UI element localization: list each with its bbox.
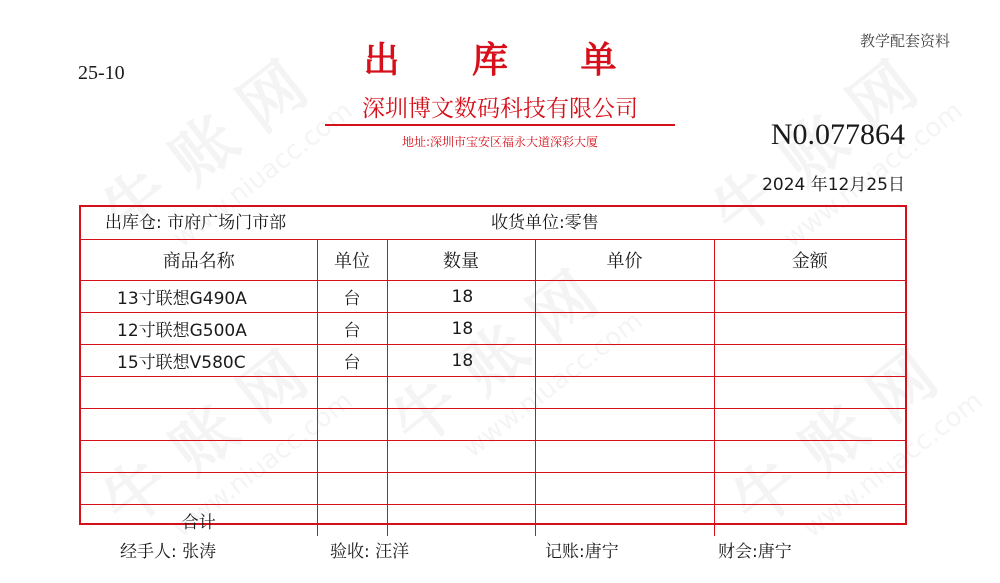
cell-amount [714, 441, 905, 473]
cell-unit [317, 441, 387, 473]
cell-quantity [387, 377, 535, 409]
company-underline [325, 124, 675, 126]
reference-code: 25-10 [78, 62, 125, 84]
cell-amount [714, 345, 905, 377]
total-cell-unit [317, 505, 387, 537]
table-row [81, 313, 905, 345]
cell-unit [317, 377, 387, 409]
total-row [81, 505, 905, 537]
cell-price [535, 441, 714, 473]
table-row [81, 345, 905, 377]
table-row [81, 441, 905, 473]
cell-price [535, 377, 714, 409]
cell-unit: 台 [317, 313, 387, 345]
cell-name: 12寸联想G500A [81, 313, 317, 345]
header-product-name: 商品名称 [81, 240, 317, 281]
warehouse-field: 出库仓: 市府广场门市部 [105, 213, 287, 233]
cell-name [81, 377, 317, 409]
table-row [81, 409, 905, 441]
cell-quantity [387, 473, 535, 505]
table-row [81, 473, 905, 505]
cell-quantity: 18 [387, 345, 535, 377]
cell-price [535, 409, 714, 441]
cell-name [81, 409, 317, 441]
cell-price [535, 313, 714, 345]
bookkeeper-signature: 记账:唐宁 [545, 542, 619, 562]
cell-unit: 台 [317, 345, 387, 377]
cell-price [535, 345, 714, 377]
cell-name: 15寸联想V580C [81, 345, 317, 377]
cell-price [535, 473, 714, 505]
document-title: 出 库 单 [363, 40, 647, 81]
document-number: N0.077864 [770, 118, 905, 151]
cell-amount [714, 377, 905, 409]
document-date: 2024 年12月25日 [762, 175, 905, 195]
cell-amount [714, 313, 905, 345]
goods-table [81, 240, 905, 536]
cell-name [81, 473, 317, 505]
cell-quantity: 18 [387, 313, 535, 345]
total-cell-amount [714, 505, 905, 537]
cell-name [81, 441, 317, 473]
info-row [81, 207, 905, 240]
cell-amount [714, 473, 905, 505]
handler-signature: 经手人: 张涛 [120, 542, 217, 562]
total-cell-quantity [387, 505, 535, 537]
signature-row [0, 537, 1000, 563]
total-cell-price [535, 505, 714, 537]
cell-unit [317, 409, 387, 441]
recipient-field: 收货单位:零售 [491, 213, 599, 233]
cell-quantity [387, 409, 535, 441]
cell-amount [714, 281, 905, 313]
table-header-row [81, 240, 905, 281]
outbound-form [79, 205, 907, 533]
total-label: 合计 [81, 505, 317, 537]
header-unit: 单位 [317, 240, 387, 281]
inspector-signature: 验收: 汪洋 [330, 542, 410, 562]
table-row [81, 281, 905, 313]
cell-price [535, 281, 714, 313]
cell-quantity [387, 441, 535, 473]
company-name: 深圳博文数码科技有限公司 [362, 96, 638, 122]
cell-unit [317, 473, 387, 505]
header-amount: 金额 [714, 240, 905, 281]
table-row [81, 377, 905, 409]
header-unit-price: 单价 [535, 240, 714, 281]
company-address: 地址:深圳市宝安区福永大道深彩大厦 [401, 135, 599, 149]
accountant-signature: 财会:唐宁 [718, 542, 792, 562]
cell-quantity: 18 [387, 281, 535, 313]
cell-amount [714, 409, 905, 441]
tagline: 教学配套资料 [859, 32, 950, 50]
header-quantity: 数量 [387, 240, 535, 281]
cell-name: 13寸联想G490A [81, 281, 317, 313]
cell-unit: 台 [317, 281, 387, 313]
